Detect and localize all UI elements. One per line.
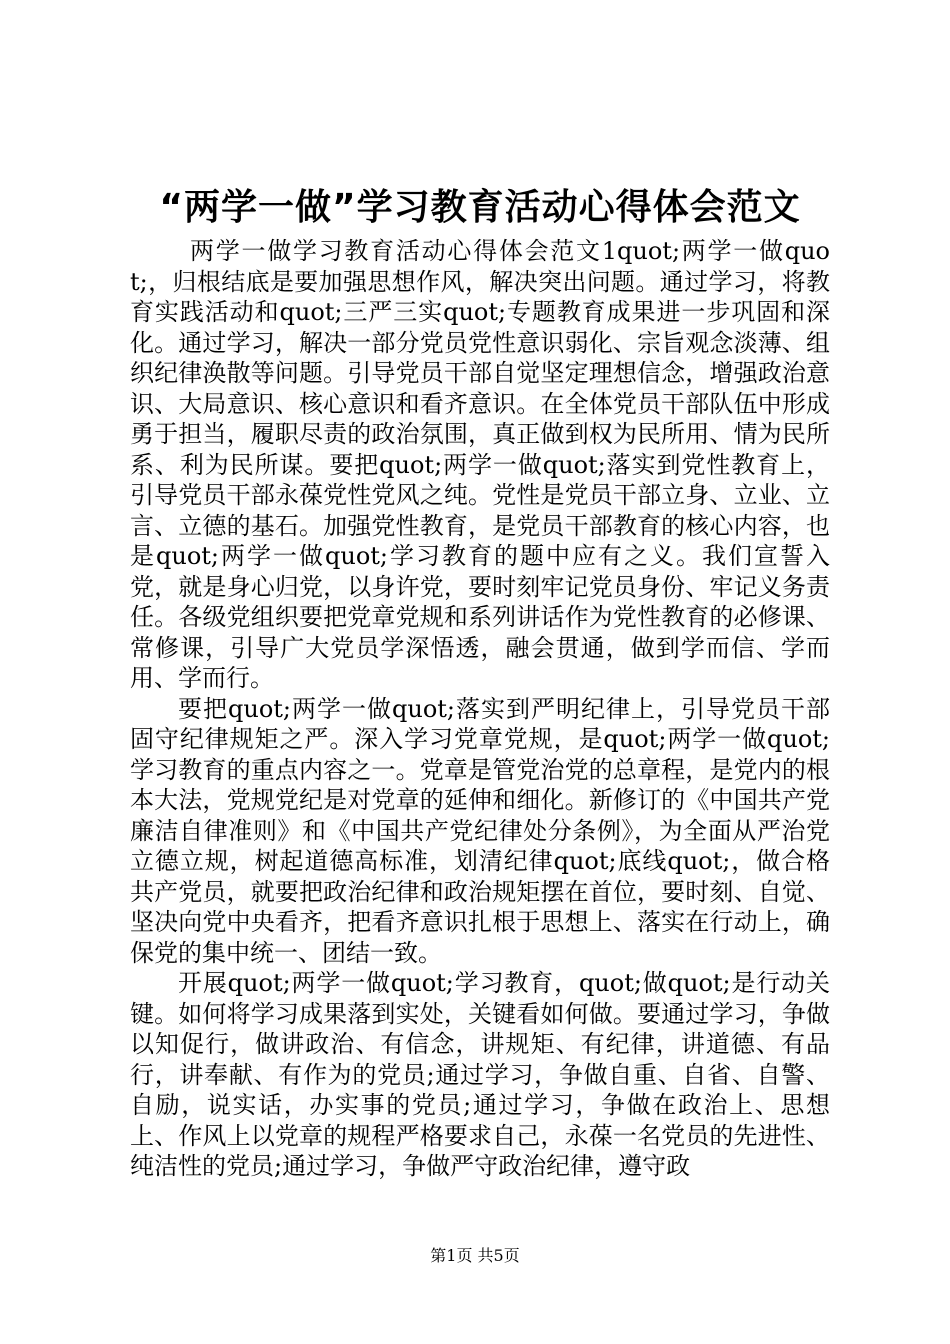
page-number-footer: 第1页 共5页 [430, 1246, 520, 1265]
body-paragraph-3: 开展quot;两学一做quot;学习教育，quot;做quot;是行动关键。如何将学习成果落到实处，关键看如何做。要通过学习，争做以知促行，做讲政治、有信念，讲规矩、有纪律，讲道德、有品行，讲奉献、有作为的党员;通过学习，争做自重、自省、自警、自励，说实话，办实事的党员;通过学习，争做在政治上、思想上、作风上以党章的规程严格要求自己，永葆一名党员的先进性、纯洁性的党员;通过学习，争做严守政治纪律，遵守政 [130, 969, 830, 1180]
document-title: “两学一做”学习教育活动心得体会范文 [159, 187, 801, 228]
body-paragraph-2: 要把quot;两学一做quot;落实到严明纪律上，引导党员干部固守纪律规矩之严。深入学习党章党规，是quot;两学一做quot;学习教育的重点内容之一。党章是管党治党的总章程，是党内的根本大法，党规党纪是对党章的延伸和细化。新修订的《中国共产党廉洁自律准则》和《中国共产党纪律处分条例》，为全面从严治党立德立规，树起道德高标准，划清纪律quot;底线quot;，做合格共产党员，就要把政治纪律和政治规矩摆在首位，要时刻、自觉、坚决向党中央看齐，把看齐意识扎根于思想上、落实在行动上，确保党的集中统一、团结一致。 [130, 694, 830, 967]
document-body [130, 236, 830, 1182]
body-paragraph-1: 两学一做学习教育活动心得体会范文1quot;两学一做quot;，归根结底是要加强思想作风，解决突出问题。通过学习，将教育实践活动和quot;三严三实quot;专题教育成果进一步巩固和深化。通过学习，解决一部分党员党性意识弱化、宗旨观念淡薄、组织纪律涣散等问题。引导党员干部自觉坚定理想信念，增强政治意识、大局意识、核心意识和看齐意识。在全体党员干部队伍中形成勇于担当，履职尽责的政治氛围，真正做到权为民所用、情为民所系、利为民所谋。要把quot;两学一做quot;落实到党性教育上，引导党员干部永葆党性党风之纯。党性是党员干部立身、立业、立言、立德的基石。加强党性教育，是党员干部教育的核心内容，也是quot;两学一做quot;学习教育的题中应有之义。我们宣誓入党，就是身心归党，以身许党，要时刻牢记党员身份、牢记义务责任。各级党组织要把党章党规和系列讲话作为党性教育的必修课、常修课，引导广大党员学深悟透，融会贯通，做到学而信、学而用、学而行。 [130, 237, 830, 692]
